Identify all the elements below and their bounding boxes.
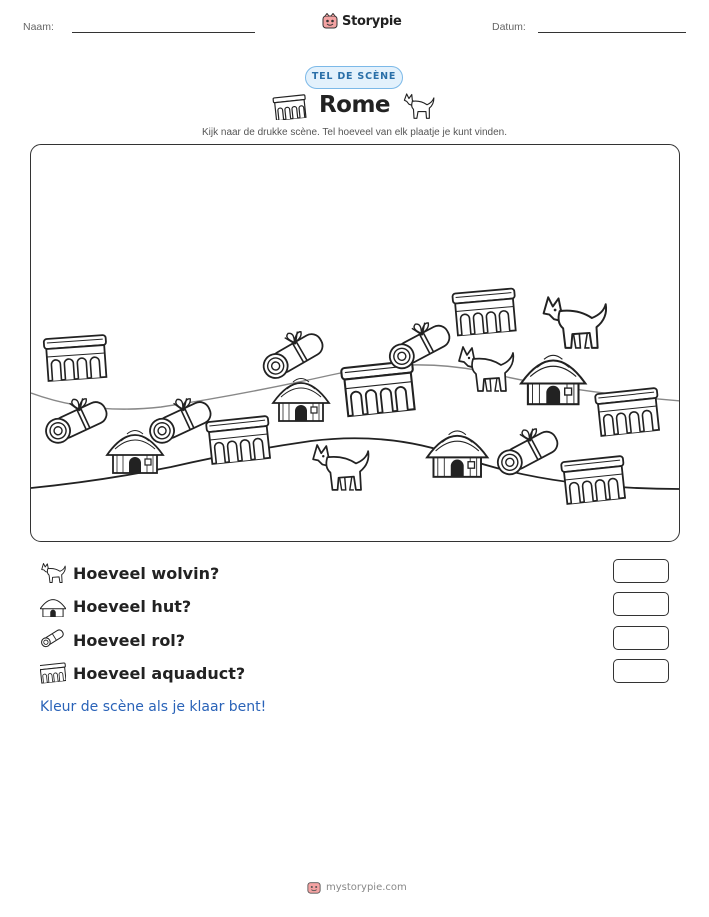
aqueduct xyxy=(341,361,417,416)
footer-url[interactable]: mystorypie.com xyxy=(326,881,407,893)
date-label: Datum: xyxy=(492,21,526,33)
date-line[interactable] xyxy=(538,32,686,33)
storypie-logo-icon xyxy=(322,13,338,29)
scroll xyxy=(38,389,110,447)
busy-scene xyxy=(30,144,680,542)
answer-box-rol[interactable] xyxy=(613,626,669,650)
footer xyxy=(307,880,407,894)
question-row-hut xyxy=(40,594,191,618)
storypie-logo-icon xyxy=(307,880,321,894)
question-text: Hoeveel rol? xyxy=(73,630,186,650)
question-text: Hoeveel wolvin? xyxy=(73,563,220,583)
scroll-icon xyxy=(40,629,66,651)
aqueduct-icon xyxy=(40,662,66,684)
aqueduct xyxy=(206,416,272,464)
hut xyxy=(427,431,487,477)
page-title: Rome xyxy=(318,92,391,118)
answer-box-aquaduct[interactable] xyxy=(613,659,669,683)
hut-icon xyxy=(40,595,66,617)
scroll xyxy=(381,312,453,372)
brand-name: Storypie xyxy=(342,13,402,29)
aqueduct xyxy=(44,335,109,381)
wolf-icon xyxy=(401,92,435,122)
name-label: Naam: xyxy=(23,21,54,33)
instructions: Kijk naar de drukke scène. Tel hoeveel van elk plaatje je kunt vinden. xyxy=(201,127,507,138)
wolf xyxy=(313,445,368,490)
wolf xyxy=(544,297,606,348)
category-badge: TEL DE SCÈNE xyxy=(305,66,403,89)
scroll xyxy=(142,389,214,447)
aqueduct xyxy=(561,456,627,504)
scroll xyxy=(489,418,561,478)
scene-drawing xyxy=(31,145,680,542)
wolf-icon xyxy=(40,562,66,584)
aqueduct xyxy=(595,388,661,436)
aqueduct xyxy=(452,288,517,335)
brand xyxy=(322,13,402,29)
question-row-aquaduct xyxy=(40,661,245,685)
question-row-rol xyxy=(40,628,185,652)
hut xyxy=(521,355,585,404)
coloring-note: Kleur de scène als je klaar bent! xyxy=(40,699,267,715)
question-text: Hoeveel hut? xyxy=(73,596,192,616)
answer-box-hut[interactable] xyxy=(613,592,669,616)
scroll xyxy=(254,321,326,382)
name-line[interactable] xyxy=(72,32,255,33)
question-text: Hoeveel aquaduct? xyxy=(73,663,246,683)
question-row-wolvin xyxy=(40,561,219,585)
answer-box-wolvin[interactable] xyxy=(613,559,669,583)
